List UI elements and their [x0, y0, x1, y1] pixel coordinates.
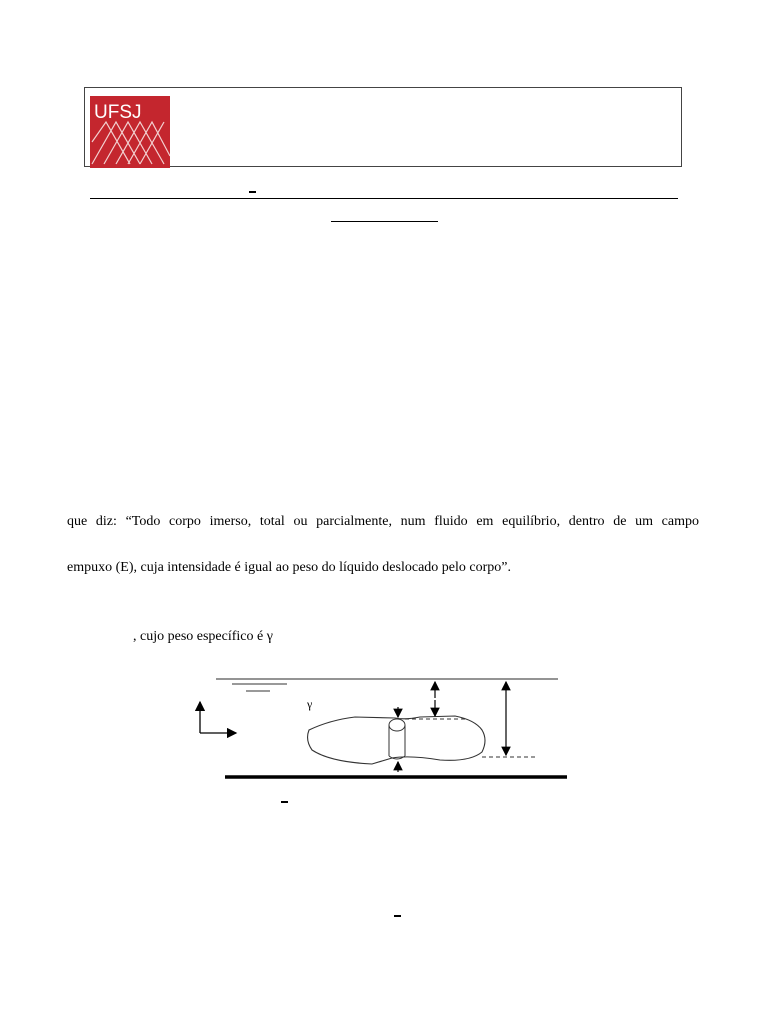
cylinder-element — [389, 719, 405, 759]
axes-icon — [200, 702, 236, 733]
submerged-body — [308, 716, 485, 764]
gamma-label: γ — [307, 697, 313, 711]
paragraph-line: que diz: “Todo corpo imerso, total ou parcialmente, num fluido em equilíbrio, dentro de um campo — [67, 514, 699, 529]
dash-mark — [394, 915, 401, 917]
paragraph-line: , cujo peso específico é γ — [133, 629, 273, 644]
dash-mark — [281, 801, 288, 803]
paragraph-line: empuxo (E), cuja intensidade é igual ao peso do líquido deslocado pelo corpo”. — [67, 560, 511, 575]
svg-text:UFSJ: UFSJ — [94, 102, 142, 123]
